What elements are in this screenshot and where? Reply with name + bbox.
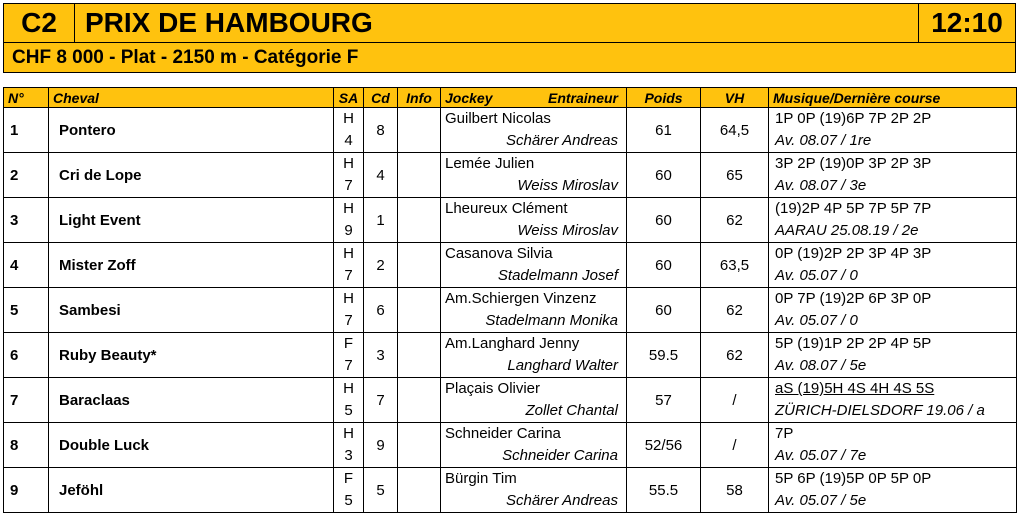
vh-rating: 65 [701,153,769,198]
col-header-horse: Cheval [49,88,334,108]
weight: 52/56 [627,423,701,468]
form-cell [769,198,1017,243]
runner-number: 8 [4,423,49,468]
runner-sex: F [343,470,354,487]
draw: 1 [364,198,398,243]
runner-age: 7 [344,267,353,284]
weight: 61 [627,108,701,153]
runner-age: 7 [344,312,353,329]
form-string: 0P 7P (19)2P 6P 3P 0P [775,290,932,307]
info [398,108,441,153]
trainer-name: Stadelmann Monika [485,312,618,329]
form-cell [769,468,1017,513]
table-header-row [4,88,1017,108]
runner-age: 7 [344,177,353,194]
jockey-name: Schneider Carina [445,425,561,442]
form-string: 5P (19)1P 2P 2P 4P 5P [775,335,932,352]
draw: 7 [364,378,398,423]
jockey-trainer [441,198,627,243]
vh-rating: 62 [701,288,769,333]
jockey-trainer [441,108,627,153]
jockey-trainer [441,333,627,378]
form-string: 7P [775,425,794,442]
form-cell [769,288,1017,333]
draw: 5 [364,468,398,513]
table-row [4,423,1017,468]
draw: 8 [364,108,398,153]
runners-table [3,87,1017,513]
last-race: Av. 05.07 / 0 [775,267,858,284]
runner-age: 5 [344,402,353,419]
form-string: (19)2P 4P 5P 7P 5P 7P [775,200,932,217]
last-race: Av. 05.07 / 0 [775,312,858,329]
jockey-name: Am.Langhard Jenny [445,335,580,352]
trainer-name: Schärer Andreas [505,492,618,509]
runner-age: 9 [344,222,353,239]
runner-number: 3 [4,198,49,243]
info [398,468,441,513]
runner-number: 6 [4,333,49,378]
form-string: aS (19)5H 4S 4H 4S 5S [775,380,935,397]
horse-name: Ruby Beauty* [49,333,334,378]
vh-rating: 62 [701,198,769,243]
jockey-name: Lemée Julien [445,155,535,172]
trainer-name: Weiss Miroslav [517,222,618,239]
col-header-sa: SA [334,88,364,108]
sex-age [334,108,364,153]
col-header-musique: Musique/Dernière course [769,88,1017,108]
sex-age [334,153,364,198]
runner-sex: H [343,290,354,307]
runner-sex: H [343,245,354,262]
sex-age [334,423,364,468]
runner-age: 7 [344,357,353,374]
form-cell [769,333,1017,378]
draw: 2 [364,243,398,288]
race-title: PRIX DE HAMBOURG [85,7,373,38]
runner-number: 4 [4,243,49,288]
runner-age: 3 [344,447,353,464]
jockey-name: Plaçais Olivier [445,380,541,397]
info [398,243,441,288]
runner-sex: H [343,425,354,442]
table-row [4,108,1017,153]
table-row [4,288,1017,333]
last-race: ZÜRICH-DIELSDORF 19.06 / a [775,402,985,419]
info [398,288,441,333]
form-cell [769,423,1017,468]
form-cell [769,108,1017,153]
vh-rating: / [701,423,769,468]
info [398,153,441,198]
runner-sex: H [343,155,354,172]
horse-name: Light Event [49,198,334,243]
runner-number: 2 [4,153,49,198]
trainer-name: Schärer Andreas [505,132,618,149]
runner-number: 7 [4,378,49,423]
race-time: 12:10 [918,4,1015,42]
horse-name: Pontero [49,108,334,153]
race-details: CHF 8 000 - Plat - 2150 m - Catégorie F [3,43,1016,73]
vh-rating: / [701,378,769,423]
table-row [4,198,1017,243]
info [398,423,441,468]
info [398,333,441,378]
sex-age [334,333,364,378]
trainer-name: Zollet Chantal [525,402,618,419]
sex-age [334,468,364,513]
horse-name: Cri de Lope [49,153,334,198]
draw: 9 [364,423,398,468]
runner-sex: H [343,380,354,397]
weight: 55.5 [627,468,701,513]
horse-name: Baraclaas [49,378,334,423]
jockey-name: Casanova Silvia [445,245,553,262]
col-header-jockey-trainer [441,88,627,108]
jockey-trainer [441,468,627,513]
sex-age [334,243,364,288]
table-row [4,243,1017,288]
runner-age: 5 [344,492,353,509]
last-race: Av. 08.07 / 1re [775,132,872,149]
draw: 6 [364,288,398,333]
draw: 4 [364,153,398,198]
vh-rating: 64,5 [701,108,769,153]
jockey-trainer [441,243,627,288]
last-race: Av. 08.07 / 3e [775,177,867,194]
last-race: Av. 05.07 / 7e [775,447,867,464]
runner-age: 4 [344,132,353,149]
form-cell [769,243,1017,288]
table-row [4,468,1017,513]
last-race: Av. 05.07 / 5e [775,492,867,509]
weight: 60 [627,288,701,333]
form-string: 3P 2P (19)0P 3P 2P 3P [775,155,932,172]
last-race: Av. 08.07 / 5e [775,357,867,374]
sex-age [334,378,364,423]
runner-sex: H [343,200,354,217]
runner-sex: F [343,335,354,352]
horse-name: Mister Zoff [49,243,334,288]
col-header-info: Info [398,88,441,108]
weight: 59.5 [627,333,701,378]
table-row [4,333,1017,378]
jockey-name: Guilbert Nicolas [445,110,551,127]
jockey-name: Lheureux Clément [445,200,568,217]
col-header-jockey: Jockey [445,89,493,106]
jockey-name: Bürgin Tim [445,470,517,487]
weight: 60 [627,153,701,198]
weight: 60 [627,243,701,288]
form-string: 5P 6P (19)5P 0P 5P 0P [775,470,932,487]
runner-sex: H [343,110,354,127]
col-header-cd: Cd [364,88,398,108]
jockey-trainer [441,378,627,423]
horse-name: Double Luck [49,423,334,468]
horse-name: Sambesi [49,288,334,333]
table-row [4,153,1017,198]
trainer-name: Langhard Walter [507,357,618,374]
weight: 60 [627,198,701,243]
col-header-vh: VH [701,88,769,108]
col-header-num: N° [4,88,49,108]
form-cell [769,378,1017,423]
horse-name: Jeföhl [49,468,334,513]
table-row [4,378,1017,423]
info [398,378,441,423]
info [398,198,441,243]
race-code: C2 [4,4,75,42]
trainer-name: Schneider Carina [502,447,618,464]
form-cell [769,153,1017,198]
jockey-trainer [441,153,627,198]
weight: 57 [627,378,701,423]
runner-number: 1 [4,108,49,153]
vh-rating: 62 [701,333,769,378]
trainer-name: Weiss Miroslav [517,177,618,194]
race-header [3,3,1016,43]
runner-number: 5 [4,288,49,333]
draw: 3 [364,333,398,378]
form-string: 0P (19)2P 2P 3P 4P 3P [775,245,932,262]
jockey-trainer [441,423,627,468]
vh-rating: 63,5 [701,243,769,288]
last-race: AARAU 25.08.19 / 2e [775,222,919,239]
vh-rating: 58 [701,468,769,513]
form-string: 1P 0P (19)6P 7P 2P 2P [775,110,932,127]
runner-number: 9 [4,468,49,513]
col-header-weight: Poids [627,88,701,108]
col-header-trainer: Entraineur [547,89,618,106]
sex-age [334,198,364,243]
jockey-trainer [441,288,627,333]
jockey-name: Am.Schiergen Vinzenz [445,290,597,307]
sex-age [334,288,364,333]
trainer-name: Stadelmann Josef [497,267,618,284]
